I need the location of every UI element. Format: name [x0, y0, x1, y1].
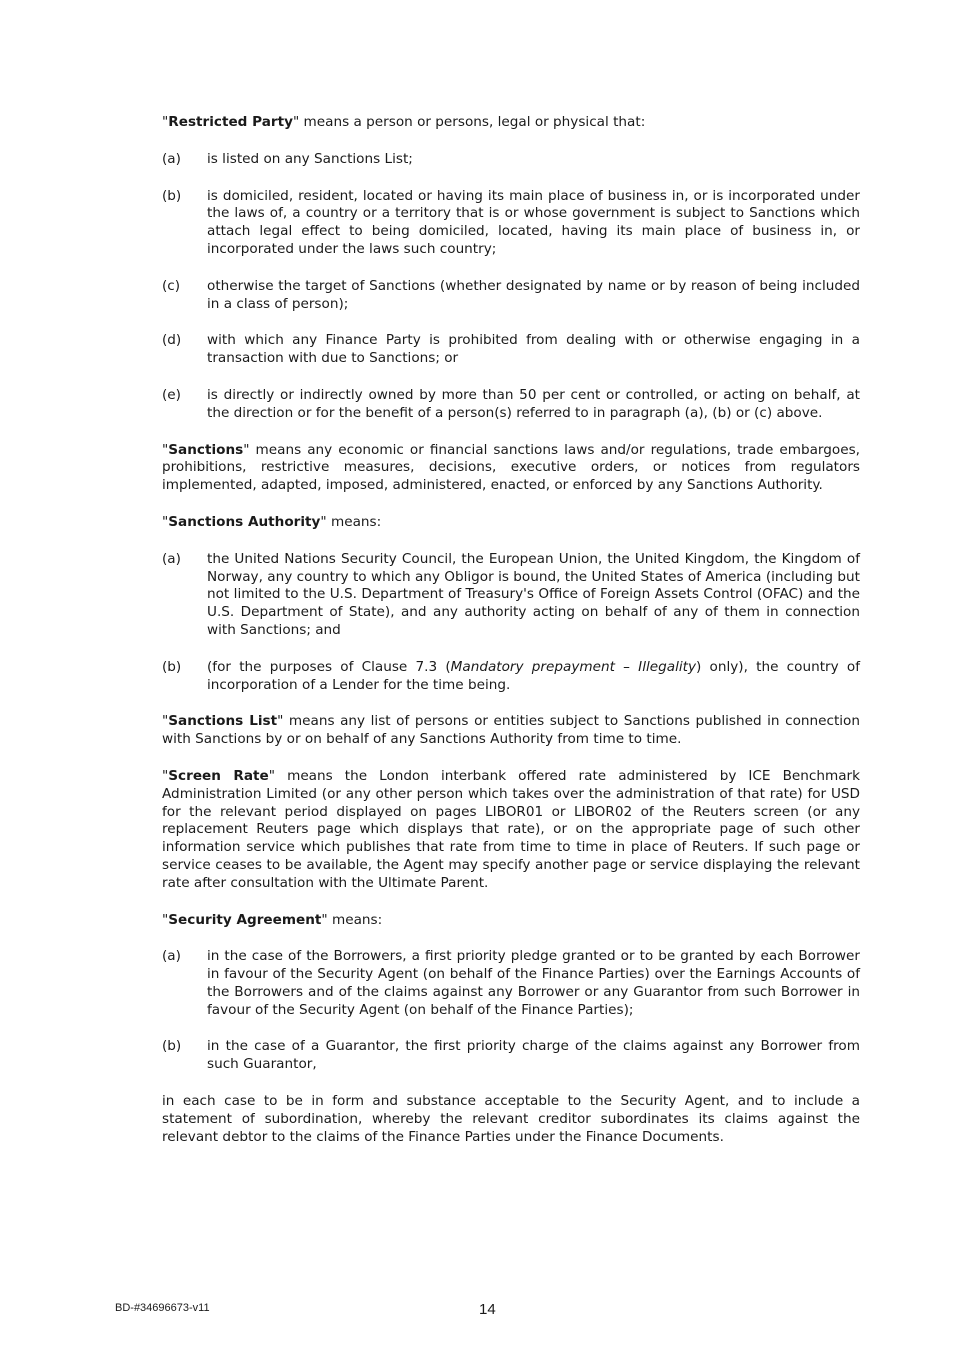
list-item: [162, 387, 860, 423]
list-item: [162, 659, 860, 695]
list-item: [162, 151, 860, 169]
term: Sanctions List: [168, 713, 278, 730]
definition-sanctions-authority: "Sanctions Authority" means:: [162, 513, 382, 530]
list-text: in the case of the Borrowers, a first priority pledge granted or to be granted by each Borrower in favour of the Security Agent (on behalf of the Finance Parties) over the Earnings Accounts of the Borrowers and of the claims against any Borrower or any Guarantor from such Borrower in favour of the Security Agent (on behalf of the Finance Parties);: [207, 948, 860, 1018]
list-label: (c): [162, 277, 181, 294]
definition-text: " means:: [321, 911, 383, 928]
list-text: is directly or indirectly owned by more than 50 per cent or controlled, or acting on behalf, at the direction or for the benefit of a person(s) referred to in paragraph (a), (b) or (c) above.: [207, 386, 860, 421]
list-label: (b): [162, 1038, 182, 1055]
list-item: [162, 1038, 860, 1074]
list-text: otherwise the target of Sanctions (whether designated by name or by reason of being included in a class of person);: [207, 277, 860, 312]
page-number: 14: [479, 1301, 496, 1318]
closing-paragraph: in each case to be in form and substance acceptable to the Security Agent, and to include a statement of subordination, whereby the relevant creditor subordinates its claims against the relevant debtor to the claims of the Finance Parties under the Finance Documents.: [162, 1093, 860, 1145]
list-label: (a): [162, 150, 181, 167]
term: Restricted Party: [168, 114, 293, 130]
document-body: [162, 114, 860, 1165]
list-item: [162, 278, 860, 314]
list-item: [162, 332, 860, 368]
list-label: (d): [162, 332, 182, 349]
list-item: [162, 188, 860, 259]
definition-text: " means:: [320, 513, 382, 530]
list-text: in the case of a Guarantor, the first priority charge of the claims against any Borrower from such Guarantor,: [207, 1038, 860, 1073]
term: Screen Rate: [168, 767, 269, 784]
list-label: (e): [162, 386, 181, 403]
list-text: the United Nations Security Council, the European Union, the United Kingdom, the Kingdom of Norway, any country to which any Obligor is bound, the United States of America (including but not limited to the U.S. Department of Treasury's Office of Foreign Assets Control (OFAC) and the U.S. Department of State), and any authority acting on behalf of any of them in connection with Sanctions; and: [207, 550, 860, 638]
definition-sanctions-list: "Sanctions List" means any list of persons or entities subject to Sanctions published in connection with Sanctions by or on behalf of any Sanctions Authority from time to time.: [162, 713, 860, 748]
definition-text: " means any list of persons or entities subject to Sanctions published in connection with Sanctions by or on behalf of any Sanctions Authority from time to time.: [162, 713, 860, 748]
list-text: [207, 659, 860, 695]
definition-restricted-party: "Restricted Party" means a person or persons, legal or physical that:: [162, 114, 646, 130]
list-text: is domiciled, resident, located or having its main place of business in, or is incorporated under the laws of, a country or a territory that is or whose government is subject to Sanctions which attach legal effect to being domiciled, located, having its main place of business in, or incorporated under the laws such country;: [207, 187, 860, 257]
list-label: (b): [162, 187, 182, 204]
list-item: [162, 551, 860, 640]
definition-security-agreement: "Security Agreement" means:: [162, 911, 383, 928]
list-text: is listed on any Sanctions List;: [207, 150, 413, 167]
list-label: (a): [162, 550, 181, 567]
definition-text: " means a person or persons, legal or physical that:: [292, 114, 646, 130]
list-text-post: ) only), the country of incorporation of a Lender for the time being.: [207, 658, 860, 693]
term: Sanctions: [168, 441, 244, 458]
definition-text: " means the London interbank offered rate administered by ICE Benchmark Administration Limited (or any other person which takes over the administration of that rate) for USD for the relevant period displayed on pages LIBOR01 or LIBOR02 of the Reuters screen (or any replacement Reuters page which displays that rate), or on the appropriate page of such other information service which publishes that rate from time to time in place of Reuters. If such page or service ceases to be available, the Agent may specify another page or service displaying the relevant rate after consultation with the Ultimate Parent.: [162, 767, 860, 891]
document-reference: BD-#34696673-v11: [115, 1302, 210, 1314]
list-label: (a): [162, 948, 181, 965]
term: Security Agreement: [168, 911, 322, 928]
definition-sanctions: "Sanctions" means any economic or financial sanctions laws and/or regulations, trade embargoes, prohibitions, restrictive measures, decisions, executive orders, or notices from regulators implemented, adapted, imposed, administered, enacted, or enforced by any Sanctions Authority.: [162, 441, 860, 494]
clause-reference: Mandatory prepayment – Illegality: [450, 658, 696, 675]
list-text: with which any Finance Party is prohibited from dealing with or otherwise engaging in a transaction with due to Sanctions; or: [207, 332, 860, 367]
list-item: [162, 948, 860, 1019]
list-text-pre: (for the purposes of Clause 7.3 (: [207, 658, 451, 675]
definition-screen-rate: "Screen Rate" means the London interbank offered rate administered by ICE Benchmark Administration Limited (or any other person which takes over the administration of that rate) for USD for the relevant period displayed on pages LIBOR01 or LIBOR02 of the Reuters screen (or any replacement Reuters page which displays that rate), or on the appropriate page of such other information service which publishes that rate from time to time in place of Reuters. If such page or service ceases to be available, the Agent may specify another page or service displaying the relevant rate after consultation with the Ultimate Parent.: [162, 767, 860, 891]
list-label: (b): [162, 658, 182, 675]
term: Sanctions Authority: [168, 513, 321, 530]
definition-text: " means any economic or financial sanctions laws and/or regulations, trade embargoes, prohibitions, restrictive measures, decisions, executive orders, or notices from regulators implemented, adapted, imposed, administered, enacted, or enforced by any Sanctions Authority.: [162, 441, 860, 494]
